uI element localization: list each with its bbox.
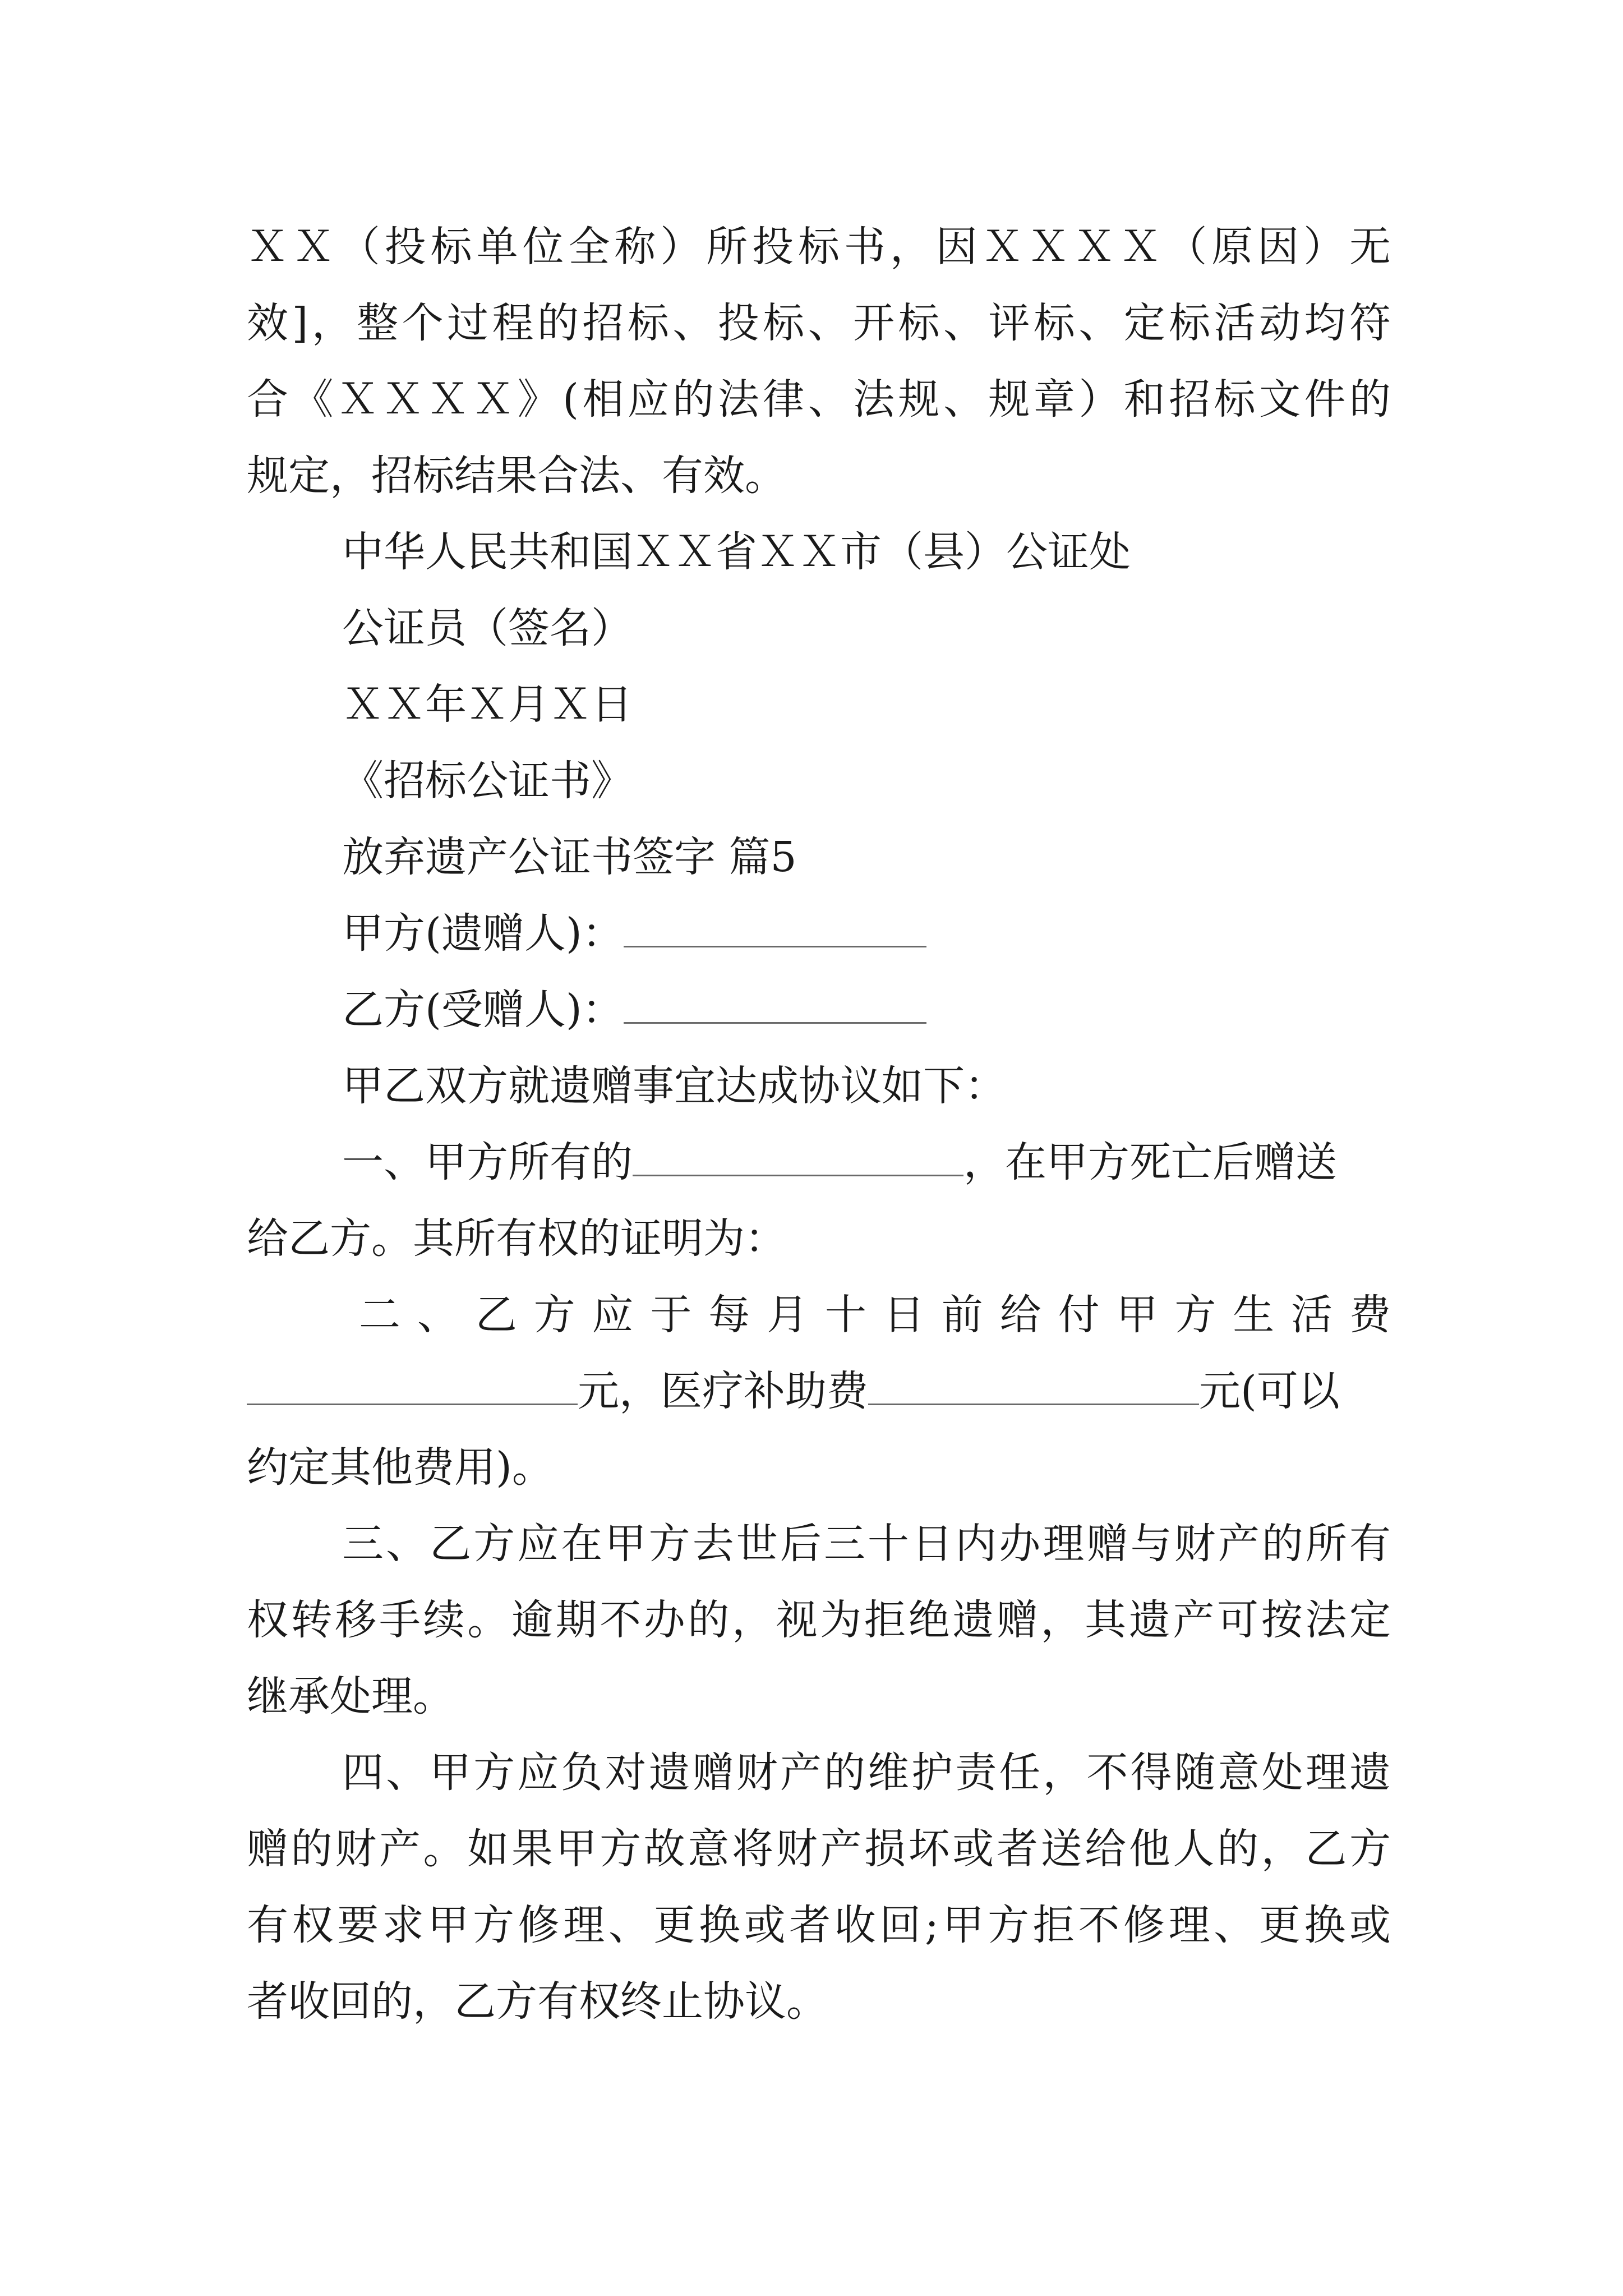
text-line: 合《ＸＸＸＸ》(相应的法律、法规、规章）和招标文件的 xyxy=(247,375,1391,424)
party-a-line xyxy=(342,900,1391,967)
clause-2-unit-2: 元(可以 xyxy=(1199,1367,1340,1415)
clause-4-line-4: 者收回的，乙方有权终止协议。 xyxy=(247,1977,828,2026)
clause-3-line-1: 三、乙方应在甲方去世后三十日内办理赠与财产的所有 xyxy=(342,1520,1391,1568)
clause-2-line-1: 二 、 乙 方 应 于 每 月 十 日 前 给 付 甲 方 生 活 费 xyxy=(359,1291,1391,1339)
notary-signature-label: 公证员（签名） xyxy=(342,604,633,652)
clause-4-line-2: 赠的财产。如果甲方故意将财产损坏或者送给他人的，乙方 xyxy=(247,1825,1391,1873)
clause-1-suffix: ，在甲方死亡后赠送 xyxy=(963,1138,1337,1186)
agreement-intro: 甲乙双方就遗赠事宜达成协议如下： xyxy=(342,1062,1006,1110)
clause-1-line-2: 给乙方。其所有权的证明为： xyxy=(247,1214,786,1263)
text-line: ＸＸ（投标单位全称）所投标书，因ＸＸＸＸ（原因）无 xyxy=(247,223,1391,271)
clause-2-line-2 xyxy=(247,1358,1391,1425)
property-blank[interactable] xyxy=(633,1130,963,1176)
party-b-label: 乙方(受赠人)： xyxy=(342,986,624,1034)
party-a-blank[interactable] xyxy=(624,901,926,947)
party-b-line xyxy=(342,976,1391,1043)
text-line: 规定，招标结果合法、有效。 xyxy=(247,452,786,500)
party-a-label: 甲方(遗赠人)： xyxy=(342,909,624,958)
clause-2-unit-1: 元，医疗补助费 xyxy=(578,1367,868,1415)
clause-4-line-1: 四、甲方应负对遗赠财产的维护责任，不得随意处理遗 xyxy=(342,1749,1391,1797)
medical-subsidy-blank[interactable] xyxy=(868,1359,1199,1405)
notary-office: 中华人民共和国ＸＸ省ＸＸ市（县）公证处 xyxy=(342,528,1131,576)
clause-1-line-1 xyxy=(342,1129,1391,1196)
clause-3-line-2: 权转移手续。逾期不办的，视为拒绝遗赠，其遗产可按法定 xyxy=(247,1596,1391,1644)
living-expense-blank[interactable] xyxy=(247,1359,578,1405)
text-line: 效]，整个过程的招标、投标、开标、评标、定标活动均符 xyxy=(247,299,1391,347)
clause-2-line-3: 约定其他费用)。 xyxy=(247,1443,554,1492)
clause-3-line-3: 继承处理。 xyxy=(247,1672,454,1720)
notary-date: ＸＸ年Ｘ月Ｘ日 xyxy=(342,680,633,729)
clause-1-prefix: 一、甲方所有的 xyxy=(342,1138,633,1186)
document-title: 《招标公证书》 xyxy=(342,757,633,805)
party-b-blank[interactable] xyxy=(624,977,926,1024)
clause-4-line-3: 有权要求甲方修理、更换或者收回;甲方拒不修理、更换或 xyxy=(247,1901,1391,1949)
section-heading: 放弃遗产公证书签字 篇5 xyxy=(342,833,797,881)
